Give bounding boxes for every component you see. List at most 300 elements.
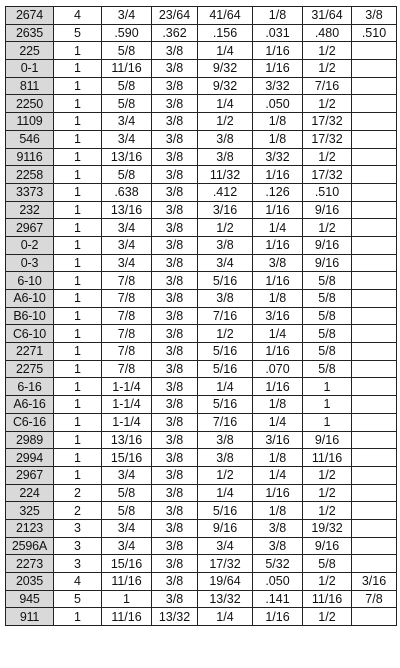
part-number-cell: 6-10 <box>6 272 54 290</box>
table-cell: 1 <box>54 60 102 78</box>
table-cell: 1-1/4 <box>102 396 152 414</box>
table-cell: 5/8 <box>102 502 152 520</box>
table-cell: 3/16 <box>352 573 397 591</box>
table-cell: 1 <box>54 396 102 414</box>
table-cell: .031 <box>253 24 303 42</box>
table-cell: 1/2 <box>198 325 253 343</box>
table-cell: 5/16 <box>198 502 253 520</box>
part-number-cell: 2258 <box>6 166 54 184</box>
table-cell: 19/64 <box>198 573 253 591</box>
table-cell: 1 <box>54 290 102 308</box>
table-cell: 1 <box>54 113 102 131</box>
table-row <box>6 254 397 272</box>
table-cell: 1/2 <box>303 42 352 60</box>
table-cell: 3 <box>54 537 102 555</box>
table-cell: 13/32 <box>198 590 253 608</box>
table-cell: 3/4 <box>102 537 152 555</box>
table-cell: 1 <box>54 166 102 184</box>
table-cell: 3/4 <box>102 7 152 25</box>
table-cell: 1/8 <box>253 113 303 131</box>
table-cell: 7/8 <box>102 343 152 361</box>
table-cell: 3/16 <box>253 431 303 449</box>
table-cell: 1 <box>54 254 102 272</box>
table-cell: 3/8 <box>253 254 303 272</box>
table-cell <box>352 254 397 272</box>
table-cell: 5/8 <box>303 272 352 290</box>
table-cell: 1/16 <box>253 166 303 184</box>
table-cell: 1 <box>54 431 102 449</box>
table-cell: 3/8 <box>152 484 198 502</box>
table-cell: 1/8 <box>253 7 303 25</box>
table-cell: 1 <box>303 396 352 414</box>
table-row <box>6 466 397 484</box>
table-cell: 19/32 <box>303 519 352 537</box>
table-cell <box>352 113 397 131</box>
spec-table-container <box>5 6 396 626</box>
table-row <box>6 166 397 184</box>
table-cell: 1/8 <box>253 290 303 308</box>
table-cell: 17/32 <box>303 113 352 131</box>
table-cell: 3/8 <box>152 325 198 343</box>
table-cell: 3/4 <box>198 254 253 272</box>
table-cell: 7/8 <box>102 360 152 378</box>
table-row <box>6 502 397 520</box>
table-cell: 9/16 <box>303 201 352 219</box>
table-row <box>6 77 397 95</box>
table-cell: 1/2 <box>303 502 352 520</box>
table-cell: 3/8 <box>152 77 198 95</box>
spec-table-body <box>6 7 397 626</box>
table-cell: 9/16 <box>303 431 352 449</box>
part-number-cell: 2994 <box>6 449 54 467</box>
table-cell <box>352 466 397 484</box>
table-cell: 3/8 <box>152 502 198 520</box>
table-cell: 17/32 <box>198 555 253 573</box>
table-cell: 3/8 <box>152 60 198 78</box>
table-cell: 1 <box>54 413 102 431</box>
table-cell: 1/16 <box>253 60 303 78</box>
table-cell: 7/16 <box>198 307 253 325</box>
table-cell: 1 <box>54 466 102 484</box>
table-cell: 1 <box>54 360 102 378</box>
part-number-cell: 2989 <box>6 431 54 449</box>
part-number-cell: A6-16 <box>6 396 54 414</box>
table-cell: .510 <box>352 24 397 42</box>
table-cell: 41/64 <box>198 7 253 25</box>
table-cell: 3/8 <box>152 290 198 308</box>
table-cell <box>352 95 397 113</box>
table-cell: 5/8 <box>102 95 152 113</box>
table-row <box>6 590 397 608</box>
part-number-cell: 546 <box>6 130 54 148</box>
table-cell: 1-1/4 <box>102 378 152 396</box>
table-cell: .412 <box>198 183 253 201</box>
table-cell: 5/8 <box>303 307 352 325</box>
table-cell: 17/32 <box>303 166 352 184</box>
table-cell: .480 <box>303 24 352 42</box>
table-cell: 1/16 <box>253 42 303 60</box>
table-cell: 3/4 <box>102 519 152 537</box>
table-cell <box>352 502 397 520</box>
table-cell: .141 <box>253 590 303 608</box>
table-cell: 1/2 <box>303 573 352 591</box>
table-cell <box>352 148 397 166</box>
table-cell: 7/8 <box>102 272 152 290</box>
part-number-cell: B6-10 <box>6 307 54 325</box>
table-cell: 1 <box>54 95 102 113</box>
table-row <box>6 42 397 60</box>
table-cell: 3/8 <box>152 555 198 573</box>
table-cell: 1/4 <box>198 608 253 626</box>
table-cell: .126 <box>253 183 303 201</box>
table-cell: .362 <box>152 24 198 42</box>
table-cell: 3/8 <box>152 413 198 431</box>
table-cell: .590 <box>102 24 152 42</box>
table-row <box>6 113 397 131</box>
part-number-cell: 2035 <box>6 573 54 591</box>
table-row <box>6 413 397 431</box>
table-cell: 3/8 <box>152 148 198 166</box>
table-row <box>6 360 397 378</box>
table-row <box>6 130 397 148</box>
table-cell <box>352 201 397 219</box>
table-cell <box>352 130 397 148</box>
table-cell: 11/16 <box>303 590 352 608</box>
part-number-cell: 224 <box>6 484 54 502</box>
part-number-cell: 2271 <box>6 343 54 361</box>
table-row <box>6 60 397 78</box>
table-cell: 1/4 <box>253 466 303 484</box>
table-cell: 5/16 <box>198 396 253 414</box>
table-cell: 1 <box>54 307 102 325</box>
table-cell: 3/8 <box>198 236 253 254</box>
table-cell: 1 <box>54 343 102 361</box>
table-cell: 3/8 <box>152 537 198 555</box>
table-cell: 3/8 <box>152 272 198 290</box>
table-cell <box>352 183 397 201</box>
table-cell: 3/4 <box>102 466 152 484</box>
table-cell <box>352 325 397 343</box>
part-number-cell: 811 <box>6 77 54 95</box>
table-cell: 5/8 <box>102 42 152 60</box>
table-cell: 3/8 <box>152 396 198 414</box>
table-row <box>6 307 397 325</box>
table-cell: 3/8 <box>152 166 198 184</box>
table-cell: 1 <box>54 201 102 219</box>
part-number-cell: 2596A <box>6 537 54 555</box>
table-cell: 15/16 <box>102 449 152 467</box>
table-cell: 5/8 <box>102 166 152 184</box>
table-row <box>6 537 397 555</box>
table-cell: 3/8 <box>152 449 198 467</box>
table-cell: 13/32 <box>152 608 198 626</box>
table-row <box>6 484 397 502</box>
table-cell: 3/4 <box>102 236 152 254</box>
part-number-cell: 1109 <box>6 113 54 131</box>
table-cell: 1/8 <box>253 449 303 467</box>
table-cell: 13/16 <box>102 201 152 219</box>
table-cell: 1 <box>54 42 102 60</box>
table-cell: 31/64 <box>303 7 352 25</box>
table-cell: 11/32 <box>198 166 253 184</box>
table-cell: 3/4 <box>102 130 152 148</box>
table-cell <box>352 42 397 60</box>
table-cell: 5/16 <box>198 360 253 378</box>
table-cell: 1 <box>54 608 102 626</box>
table-cell: 1/2 <box>303 60 352 78</box>
table-cell <box>352 449 397 467</box>
table-cell: 1 <box>54 236 102 254</box>
table-cell: 1/2 <box>303 484 352 502</box>
table-cell: 7/8 <box>352 590 397 608</box>
table-row <box>6 7 397 25</box>
table-cell <box>352 166 397 184</box>
part-number-cell: 3373 <box>6 183 54 201</box>
table-cell: 9/16 <box>303 537 352 555</box>
table-cell: 3/16 <box>253 307 303 325</box>
table-cell <box>352 413 397 431</box>
part-number-cell: C6-10 <box>6 325 54 343</box>
spec-table <box>5 6 397 626</box>
part-number-cell: 2674 <box>6 7 54 25</box>
table-cell: 13/16 <box>102 148 152 166</box>
table-row <box>6 236 397 254</box>
part-number-cell: C6-16 <box>6 413 54 431</box>
table-cell: 1/16 <box>253 484 303 502</box>
table-cell <box>352 219 397 237</box>
table-cell: 1/4 <box>253 219 303 237</box>
table-cell: 5/8 <box>102 484 152 502</box>
table-cell: 1/4 <box>198 95 253 113</box>
table-row <box>6 378 397 396</box>
table-cell: 3/8 <box>152 201 198 219</box>
table-cell: 17/32 <box>303 130 352 148</box>
part-number-cell: 225 <box>6 42 54 60</box>
table-cell: 1/2 <box>303 148 352 166</box>
table-cell: 3/8 <box>253 537 303 555</box>
table-cell: 3/8 <box>198 431 253 449</box>
table-cell: 23/64 <box>152 7 198 25</box>
table-cell <box>352 60 397 78</box>
table-cell: 11/16 <box>102 60 152 78</box>
table-cell: 1/2 <box>303 608 352 626</box>
table-cell: 1 <box>54 378 102 396</box>
table-cell: 3/8 <box>198 290 253 308</box>
part-number-cell: 2967 <box>6 219 54 237</box>
table-cell: 5/8 <box>303 555 352 573</box>
table-cell: 5/8 <box>303 290 352 308</box>
part-number-cell: 2275 <box>6 360 54 378</box>
table-row <box>6 343 397 361</box>
table-cell: 1 <box>54 148 102 166</box>
table-row <box>6 431 397 449</box>
table-cell: 3/8 <box>352 7 397 25</box>
table-cell: 5/8 <box>303 360 352 378</box>
table-row <box>6 396 397 414</box>
table-cell: 3/4 <box>102 254 152 272</box>
table-cell: 7/16 <box>303 77 352 95</box>
part-number-cell: 2250 <box>6 95 54 113</box>
table-cell: 9/16 <box>198 519 253 537</box>
table-cell: 3/8 <box>152 254 198 272</box>
table-cell: 3/8 <box>152 378 198 396</box>
table-cell: 1/16 <box>253 343 303 361</box>
table-cell: .070 <box>253 360 303 378</box>
table-cell <box>352 360 397 378</box>
table-cell: 5/8 <box>102 77 152 95</box>
part-number-cell: 2635 <box>6 24 54 42</box>
table-cell: 3/8 <box>152 360 198 378</box>
table-cell: 15/16 <box>102 555 152 573</box>
table-cell: 1/2 <box>303 219 352 237</box>
part-number-cell: 2967 <box>6 466 54 484</box>
table-cell: 11/16 <box>303 449 352 467</box>
table-cell: .050 <box>253 573 303 591</box>
table-cell: 3/8 <box>152 466 198 484</box>
table-row <box>6 148 397 166</box>
table-cell: 3/8 <box>152 42 198 60</box>
table-cell: 5/8 <box>303 325 352 343</box>
table-cell: 1/16 <box>253 201 303 219</box>
table-cell <box>352 608 397 626</box>
table-cell: 1/8 <box>253 130 303 148</box>
table-row <box>6 272 397 290</box>
table-cell <box>352 519 397 537</box>
table-row <box>6 519 397 537</box>
table-cell: 1/4 <box>253 413 303 431</box>
table-cell <box>352 555 397 573</box>
table-cell: 1 <box>54 183 102 201</box>
table-cell: .050 <box>253 95 303 113</box>
part-number-cell: 0-1 <box>6 60 54 78</box>
table-cell: 1 <box>54 77 102 95</box>
table-cell <box>352 307 397 325</box>
table-row <box>6 449 397 467</box>
table-cell: 3/8 <box>152 431 198 449</box>
table-cell: 2 <box>54 502 102 520</box>
table-cell: 3/32 <box>253 148 303 166</box>
table-cell: 1/2 <box>198 219 253 237</box>
table-cell: 7/8 <box>102 307 152 325</box>
table-cell: 7/8 <box>102 325 152 343</box>
table-row <box>6 219 397 237</box>
part-number-cell: 2123 <box>6 519 54 537</box>
table-cell: 9/16 <box>303 254 352 272</box>
part-number-cell: 6-16 <box>6 378 54 396</box>
part-number-cell: 945 <box>6 590 54 608</box>
table-cell: 3/8 <box>152 573 198 591</box>
table-cell: 3/8 <box>152 130 198 148</box>
table-cell <box>352 290 397 308</box>
table-cell: .510 <box>303 183 352 201</box>
table-cell: 1/16 <box>253 236 303 254</box>
table-cell: 1/16 <box>253 378 303 396</box>
table-cell: 5/16 <box>198 272 253 290</box>
table-cell: 5 <box>54 24 102 42</box>
table-cell <box>352 236 397 254</box>
table-cell <box>352 378 397 396</box>
table-cell: 11/16 <box>102 573 152 591</box>
table-cell: 3/8 <box>152 219 198 237</box>
table-cell: 1 <box>54 130 102 148</box>
table-cell: 3/8 <box>198 130 253 148</box>
table-cell: 1/4 <box>198 42 253 60</box>
table-cell <box>352 77 397 95</box>
part-number-cell: A6-10 <box>6 290 54 308</box>
table-cell: 3/4 <box>102 219 152 237</box>
part-number-cell: 325 <box>6 502 54 520</box>
table-cell: 1/4 <box>198 484 253 502</box>
table-cell: .638 <box>102 183 152 201</box>
table-row <box>6 183 397 201</box>
table-row <box>6 608 397 626</box>
table-cell: 1-1/4 <box>102 413 152 431</box>
table-cell: 3/8 <box>152 236 198 254</box>
part-number-cell: 9116 <box>6 148 54 166</box>
table-row <box>6 573 397 591</box>
table-cell <box>352 484 397 502</box>
table-cell: 9/32 <box>198 77 253 95</box>
table-cell: 1/4 <box>198 378 253 396</box>
table-cell: 3/8 <box>198 449 253 467</box>
table-cell: 9/16 <box>303 236 352 254</box>
table-cell: 4 <box>54 573 102 591</box>
table-cell: 3/4 <box>102 113 152 131</box>
table-cell: 3/8 <box>152 95 198 113</box>
table-cell: 3/8 <box>152 519 198 537</box>
table-cell: 7/8 <box>102 290 152 308</box>
table-cell: 3/8 <box>152 343 198 361</box>
table-cell: 1/2 <box>198 466 253 484</box>
table-row <box>6 290 397 308</box>
table-cell: 1/4 <box>253 325 303 343</box>
table-cell: 1 <box>303 413 352 431</box>
table-cell: 3/8 <box>152 113 198 131</box>
table-cell <box>352 272 397 290</box>
table-cell: 1/2 <box>303 95 352 113</box>
table-cell: 9/32 <box>198 60 253 78</box>
table-cell: 1 <box>54 272 102 290</box>
table-cell: 1 <box>54 325 102 343</box>
table-cell: 3/8 <box>152 590 198 608</box>
table-cell: 1 <box>54 449 102 467</box>
table-cell: 1 <box>303 378 352 396</box>
table-cell: 3/16 <box>198 201 253 219</box>
table-cell: .156 <box>198 24 253 42</box>
table-cell: 7/16 <box>198 413 253 431</box>
table-cell <box>352 343 397 361</box>
table-cell: 3/8 <box>198 148 253 166</box>
table-cell: 3/8 <box>253 519 303 537</box>
table-cell <box>352 431 397 449</box>
table-cell <box>352 396 397 414</box>
part-number-cell: 0-3 <box>6 254 54 272</box>
table-cell: 3/8 <box>152 307 198 325</box>
table-cell: 5/16 <box>198 343 253 361</box>
table-cell: 1/16 <box>253 608 303 626</box>
table-cell: 4 <box>54 7 102 25</box>
table-cell: 13/16 <box>102 431 152 449</box>
table-cell: 3/4 <box>198 537 253 555</box>
table-cell: 3 <box>54 519 102 537</box>
table-cell: 3 <box>54 555 102 573</box>
table-cell: 3/32 <box>253 77 303 95</box>
table-cell: 5 <box>54 590 102 608</box>
table-cell: 5/32 <box>253 555 303 573</box>
table-row <box>6 201 397 219</box>
table-row <box>6 555 397 573</box>
table-cell: 1 <box>54 219 102 237</box>
